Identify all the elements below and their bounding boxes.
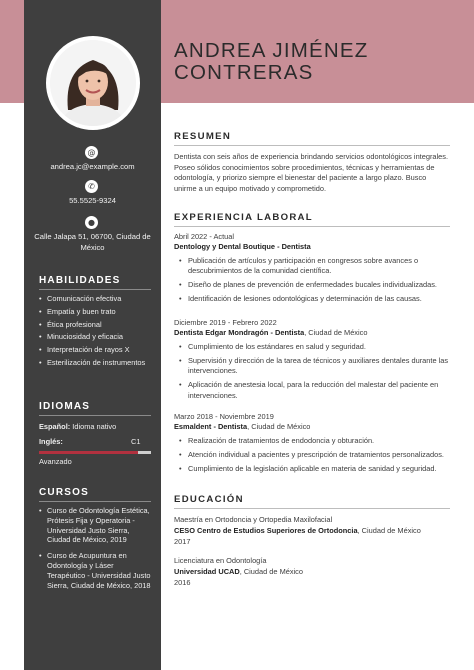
english-progress-fill: [39, 451, 138, 454]
spanish-line: [39, 422, 116, 431]
list-item: • Curso de Odontología Estética, Prótesis Fija y Operatoria - Universidad Justo Sierra, Ciudad de México, 2019: [39, 506, 153, 545]
list-item: • Esterilización de instrumentos: [39, 358, 153, 368]
list-item: • Diseño de planes de prevención de enfermedades bucales individualizadas.: [174, 280, 450, 290]
courses-heading: CURSOS: [39, 487, 89, 498]
job-3-dates: Marzo 2018 - Noviembre 2019: [174, 412, 274, 421]
courses-list: [39, 506, 153, 593]
english-desc: Avanzado: [39, 457, 72, 466]
phone-icon: ✆: [85, 180, 98, 193]
job-2-bullets: [174, 342, 450, 405]
job-1-dates: Abril 2022 - Actual: [174, 232, 234, 241]
list-item: • Publicación de artículos y participación en congresos sobre avances o descubrimientos de la comunidad científica.: [174, 256, 450, 277]
languages-divider: [39, 415, 151, 416]
education-divider: [174, 508, 450, 509]
list-item: • Curso de Acupuntura en Odontología y Láser Terapéutico - Universidad Justo Sierra, Ciudad de México, 2018: [39, 551, 153, 590]
summary-text: Dentista con seis años de experiencia brindando servicios odontológicos integrales. Poseo sólidos conocimientos sobre procedimientos, técnicas y herramientas de odontología, y priorizo siempre el bienestar del paciente a largo plazo. Busco unirme a un equipo motivado y comprometido.: [174, 152, 449, 193]
experience-heading: EXPERIENCIA LABORAL: [174, 212, 313, 223]
skills-heading: HABILIDADES: [39, 275, 121, 286]
skills-list: [39, 294, 153, 371]
edu-2-degree: Licenciatura en Odontología: [174, 556, 267, 565]
edu-1-year: 2017: [174, 537, 191, 546]
edu-1-degree: Maestría en Ortodoncia y Ortopedia Maxilofacial: [174, 515, 333, 524]
profile-photo: [46, 36, 140, 130]
list-item: • Supervisión y dirección de la tarea de técnicos y auxiliares dentales durante las intervenciones.: [174, 356, 450, 377]
english-label: Inglés:: [39, 437, 63, 446]
list-item: • Minuciosidad y eficacia: [39, 332, 153, 342]
spanish-label: Español:: [39, 422, 71, 431]
list-item: • Atención individual a pacientes y prescripción de tratamientos personalizados.: [174, 450, 450, 460]
list-item: • Cumplimiento de la legislación aplicable en materia de sanidad y seguridad.: [174, 464, 450, 474]
spanish-value: Idioma nativo: [72, 422, 117, 431]
job-1-bullets: [174, 256, 450, 308]
name-line-2: CONTRERAS: [174, 61, 314, 84]
education-heading: EDUCACIÓN: [174, 494, 244, 505]
experience-divider: [174, 226, 450, 227]
at-sign-icon: @: [85, 146, 98, 159]
job-2-title: Dentista Edgar Mondragón - Dentista, Ciudad de México: [174, 328, 368, 337]
summary-divider: [174, 145, 450, 146]
job-3-title: Esmaldent - Dentista, Ciudad de México: [174, 422, 311, 431]
job-3-bullets: [174, 436, 450, 478]
location-pin-icon: ●: [85, 216, 98, 229]
list-item: • Interpretación de rayos X: [39, 345, 153, 355]
courses-divider: [39, 501, 151, 502]
edu-2-year: 2016: [174, 578, 191, 587]
list-item: • Cumplimiento de los estándares en salud y seguridad.: [174, 342, 450, 352]
list-item: • Aplicación de anestesia local, para la reducción del malestar del paciente en intervenciones.: [174, 380, 450, 401]
job-1-title: Dentology y Dental Boutique - Dentista: [174, 242, 311, 251]
page-title: [174, 40, 369, 84]
email-text[interactable]: andrea.jc@example.com: [50, 162, 135, 171]
english-progress-bar: [39, 451, 151, 454]
edu-2-school: Universidad UCAD, Ciudad de México: [174, 567, 303, 576]
list-item: • Realización de tratamientos de endodoncia y obturación.: [174, 436, 450, 446]
english-level: C1: [131, 437, 141, 446]
avatar-illustration: [50, 40, 136, 126]
phone-text[interactable]: 55.5525-9324: [69, 196, 116, 205]
name-line-1: ANDREA JIMÉNEZ: [174, 39, 369, 62]
list-item: • Identificación de lesiones odontológicas y determinación de las causas.: [174, 294, 450, 304]
job-2-dates: Diciembre 2019 - Febrero 2022: [174, 318, 277, 327]
edu-1-school: CESO Centro de Estudios Superiores de Ortodoncia, Ciudad de México: [174, 526, 421, 535]
list-item: • Ética profesional: [39, 320, 153, 330]
list-item: • Empatía y buen trato: [39, 307, 153, 317]
skills-divider: [39, 289, 151, 290]
summary-heading: RESUMEN: [174, 131, 232, 142]
address-text: Calle Jalapa 51, 06700, Ciudad de México: [34, 232, 151, 252]
list-item: • Comunicación efectiva: [39, 294, 153, 304]
languages-heading: IDIOMAS: [39, 401, 91, 412]
sidebar: [24, 0, 161, 670]
